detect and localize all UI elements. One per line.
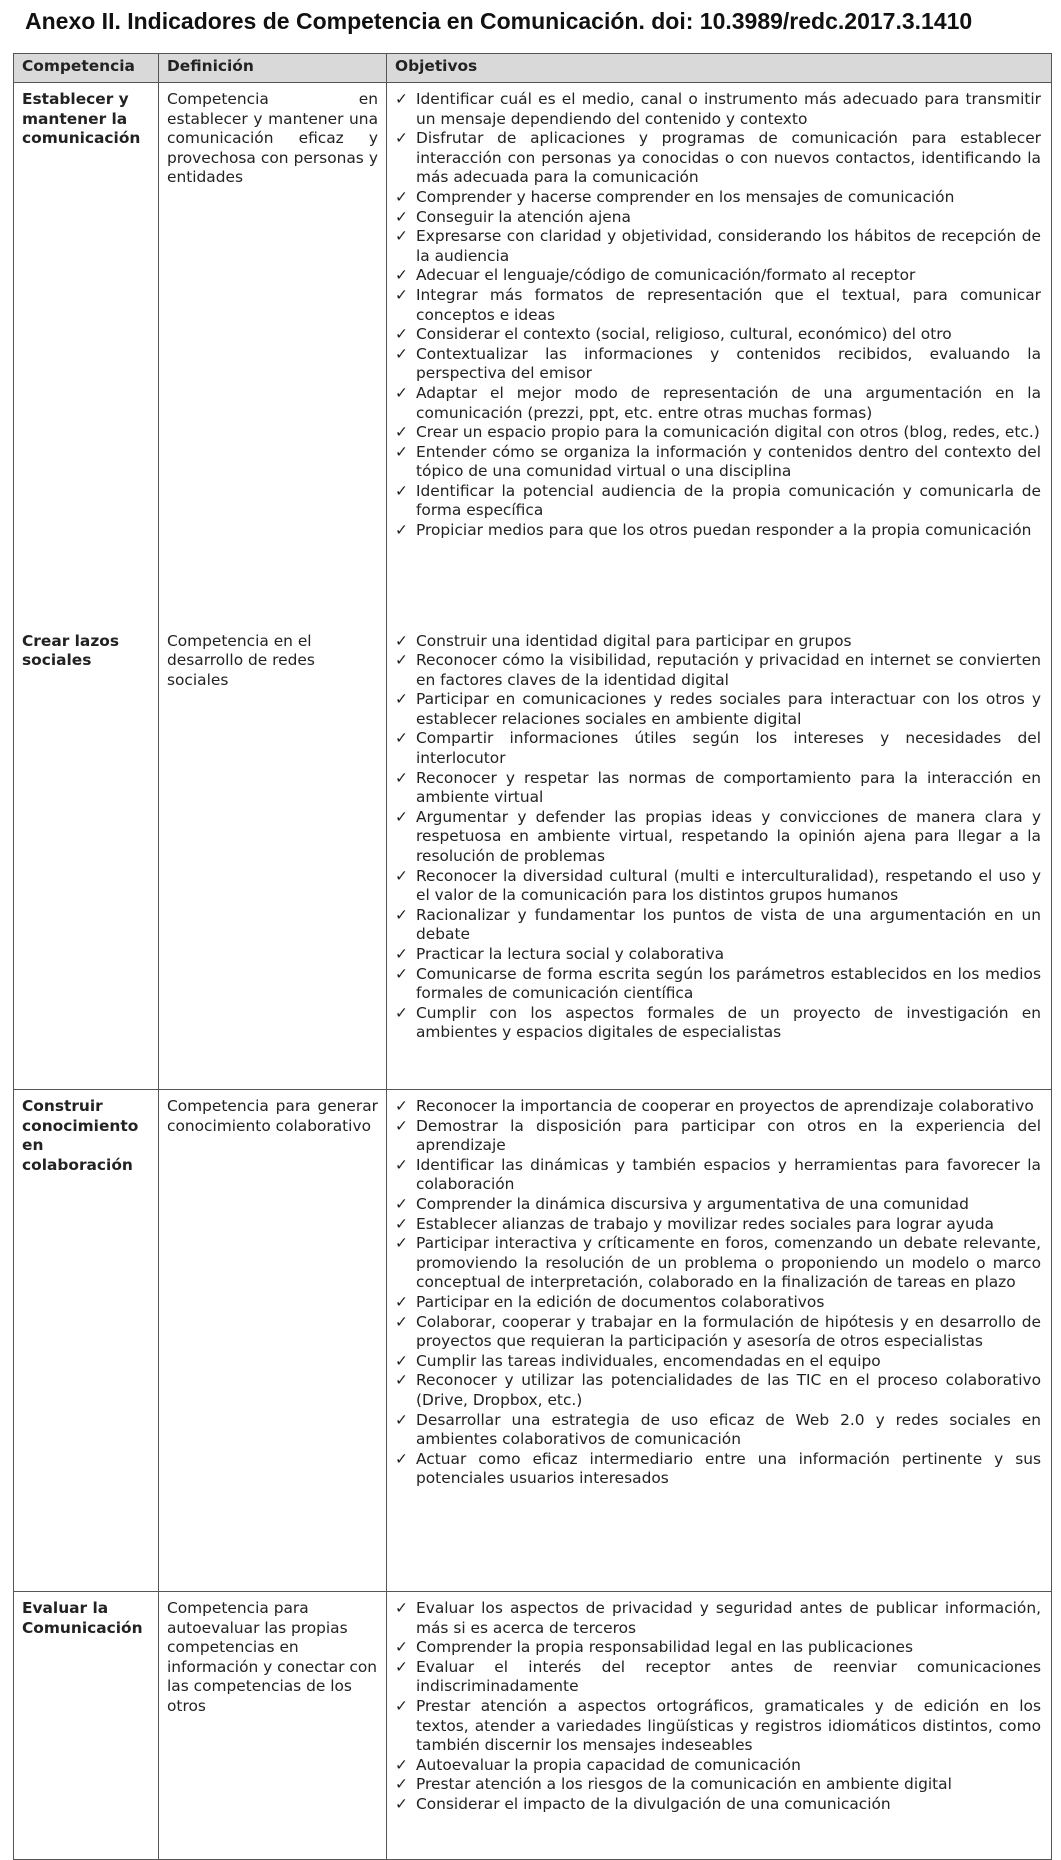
competencia-cell: Evaluar la Comunicación bbox=[14, 1592, 159, 1860]
list-item: ✓ Colaborar, cooperar y trabajar en la formulación de hipótesis y en desarrollo de proyectos que requieran la participación y asesoría de otros especialistas bbox=[395, 1313, 1041, 1352]
header-competencia: Competencia bbox=[14, 54, 159, 83]
list-item: ✓ Reconocer cómo la visibilidad, reputación y privacidad en internet se convierten en factores claves de la identidad digital bbox=[395, 651, 1041, 690]
list-item: ✓ Argumentar y defender las propias ideas y convicciones de manera clara y respetuosa en ambiente virtual, respetando la opinión ajena para llegar a la resolución de problemas bbox=[395, 808, 1041, 867]
list-item: ✓ Crear un espacio propio para la comunicación digital con otros (blog, redes, etc.) bbox=[395, 423, 1041, 443]
list-item: ✓ Disfrutar de aplicaciones y programas de comunicación para establecer interacción con personas ya conocidas o con nuevos contactos, identificando la más adecuada para la comunicación bbox=[395, 129, 1041, 188]
competencia-cell: Establecer y mantener la comunicación bbox=[14, 83, 159, 625]
list-item: ✓ Practicar la lectura social y colaborativa bbox=[395, 945, 1041, 965]
definicion-cell: Competencia en el desarrollo de redes sociales bbox=[159, 625, 387, 1090]
list-item: ✓ Identificar la potencial audiencia de la propia comunicación y comunicarla de forma específica bbox=[395, 482, 1041, 521]
header-objetivos: Objetivos bbox=[387, 54, 1052, 83]
list-item: ✓ Identificar cuál es el medio, canal o instrumento más adecuado para transmitir un mensaje dependiendo del contenido y contexto bbox=[395, 90, 1041, 129]
list-item: ✓ Evaluar los aspectos de privacidad y seguridad antes de publicar información, más si es acerca de terceros bbox=[395, 1599, 1041, 1638]
list-item: ✓ Establecer alianzas de trabajo y movilizar redes sociales para lograr ayuda bbox=[395, 1215, 1041, 1235]
list-item: ✓ Desarrollar una estrategia de uso eficaz de Web 2.0 y redes sociales en ambientes colaborativos de comunicación bbox=[395, 1411, 1041, 1450]
list-item: ✓ Cumplir con los aspectos formales de un proyecto de investigación en ambientes y espacios digitales de especialistas bbox=[395, 1004, 1041, 1043]
header-definicion: Definición bbox=[159, 54, 387, 83]
list-item: ✓ Autoevaluar la propia capacidad de comunicación bbox=[395, 1756, 1041, 1776]
list-item: ✓ Propiciar medios para que los otros puedan responder a la propia comunicación bbox=[395, 521, 1041, 541]
objetivos-cell bbox=[387, 1090, 1052, 1592]
table-row bbox=[14, 83, 1052, 625]
list-item: ✓ Adaptar el mejor modo de representación de una argumentación en la comunicación (prezzi, ppt, etc. entre otras muchas formas) bbox=[395, 384, 1041, 423]
table-row bbox=[14, 1592, 1052, 1860]
list-item: ✓ Comprender y hacerse comprender en los mensajes de comunicación bbox=[395, 188, 1041, 208]
list-item: ✓ Participar interactiva y críticamente en foros, comenzando un debate relevante, promoviendo la resolución de un problema o proponiendo un modelo o marco conceptual de interpretación, colaborado en la finalización de tareas en plazo bbox=[395, 1234, 1041, 1293]
list-item: ✓ Considerar el contexto (social, religioso, cultural, económico) del otro bbox=[395, 325, 1041, 345]
table-row bbox=[14, 1090, 1052, 1592]
list-item: ✓ Conseguir la atención ajena bbox=[395, 208, 1041, 228]
definicion-cell: Competencia en establecer y mantener una comunicación eficaz y provechosa con personas y entidades bbox=[159, 83, 387, 625]
list-item: ✓ Comunicarse de forma escrita según los parámetros establecidos en los medios formales de comunicación científica bbox=[395, 965, 1041, 1004]
page-title: Anexo II. Indicadores de Competencia en Comunicación. doi: 10.3989/redc.2017.3.1410 bbox=[25, 8, 973, 34]
list-item: ✓ Cumplir las tareas individuales, encomendadas en el equipo bbox=[395, 1352, 1041, 1372]
table-header-row bbox=[14, 54, 1052, 83]
table-row bbox=[14, 625, 1052, 1090]
competencia-cell: Crear lazos sociales bbox=[14, 625, 159, 1090]
list-item: ✓ Participar en comunicaciones y redes sociales para interactuar con los otros y establecer relaciones sociales en ambiente digital bbox=[395, 690, 1041, 729]
list-item: ✓ Identificar las dinámicas y también espacios y herramientas para favorecer la colaboración bbox=[395, 1156, 1041, 1195]
list-item: ✓ Racionalizar y fundamentar los puntos de vista de una argumentación en un debate bbox=[395, 906, 1041, 945]
list-item: ✓ Construir una identidad digital para participar en grupos bbox=[395, 632, 1041, 652]
competency-table bbox=[13, 53, 1052, 1860]
list-item: ✓ Integrar más formatos de representación que el textual, para comunicar conceptos e ideas bbox=[395, 286, 1041, 325]
list-item: ✓ Comprender la propia responsabilidad legal en las publicaciones bbox=[395, 1638, 1041, 1658]
list-item: ✓ Demostrar la disposición para participar con otros en la experiencia del aprendizaje bbox=[395, 1117, 1041, 1156]
objectives-list bbox=[395, 1599, 1041, 1815]
list-item: ✓ Compartir informaciones útiles según los intereses y necesidades del interlocutor bbox=[395, 729, 1041, 768]
list-item: ✓ Prestar atención a aspectos ortográficos, gramaticales y de edición en los textos, atender a variedades lingüísticas y registros idiomáticos distintos, como también discernir los mensajes indeseables bbox=[395, 1697, 1041, 1756]
competencia-cell: Construir conocimiento en colaboración bbox=[14, 1090, 159, 1592]
list-item: ✓ Participar en la edición de documentos colaborativos bbox=[395, 1293, 1041, 1313]
objetivos-cell bbox=[387, 1592, 1052, 1860]
objectives-list bbox=[395, 90, 1041, 541]
list-item: ✓ Reconocer la diversidad cultural (multi e interculturalidad), respetando el uso y el valor de la comunicación para los distintos grupos humanos bbox=[395, 867, 1041, 906]
list-item: ✓ Considerar el impacto de la divulgación de una comunicación bbox=[395, 1795, 1041, 1815]
list-item: ✓ Entender cómo se organiza la información y contenidos dentro del contexto del tópico de una comunidad virtual o una disciplina bbox=[395, 443, 1041, 482]
list-item: ✓ Actuar como eficaz intermediario entre una información pertinente y sus potenciales usuarios interesados bbox=[395, 1450, 1041, 1489]
list-item: ✓ Adecuar el lenguaje/código de comunicación/formato al receptor bbox=[395, 266, 1041, 286]
list-item: ✓ Reconocer y utilizar las potencialidades de las TIC en el proceso colaborativo (Drive, Dropbox, etc.) bbox=[395, 1371, 1041, 1410]
objetivos-cell bbox=[387, 625, 1052, 1090]
list-item: ✓ Comprender la dinámica discursiva y argumentativa de una comunidad bbox=[395, 1195, 1041, 1215]
definicion-cell: Competencia para autoevaluar las propias competencias en información y conectar con las competencias de los otros bbox=[159, 1592, 387, 1860]
list-item: ✓ Contextualizar las informaciones y contenidos recibidos, evaluando la perspectiva del emisor bbox=[395, 345, 1041, 384]
list-item: ✓ Reconocer la importancia de cooperar en proyectos de aprendizaje colaborativo bbox=[395, 1097, 1041, 1117]
objectives-list bbox=[395, 1097, 1041, 1489]
list-item: ✓ Reconocer y respetar las normas de comportamiento para la interacción en ambiente virtual bbox=[395, 769, 1041, 808]
objetivos-cell bbox=[387, 83, 1052, 625]
objectives-list bbox=[395, 632, 1041, 1043]
list-item: ✓ Expresarse con claridad y objetividad, considerando los hábitos de recepción de la audiencia bbox=[395, 227, 1041, 266]
list-item: ✓ Prestar atención a los riesgos de la comunicación en ambiente digital bbox=[395, 1775, 1041, 1795]
list-item: ✓ Evaluar el interés del receptor antes de reenviar comunicaciones indiscriminadamente bbox=[395, 1658, 1041, 1697]
definicion-cell: Competencia para generar conocimiento colaborativo bbox=[159, 1090, 387, 1592]
